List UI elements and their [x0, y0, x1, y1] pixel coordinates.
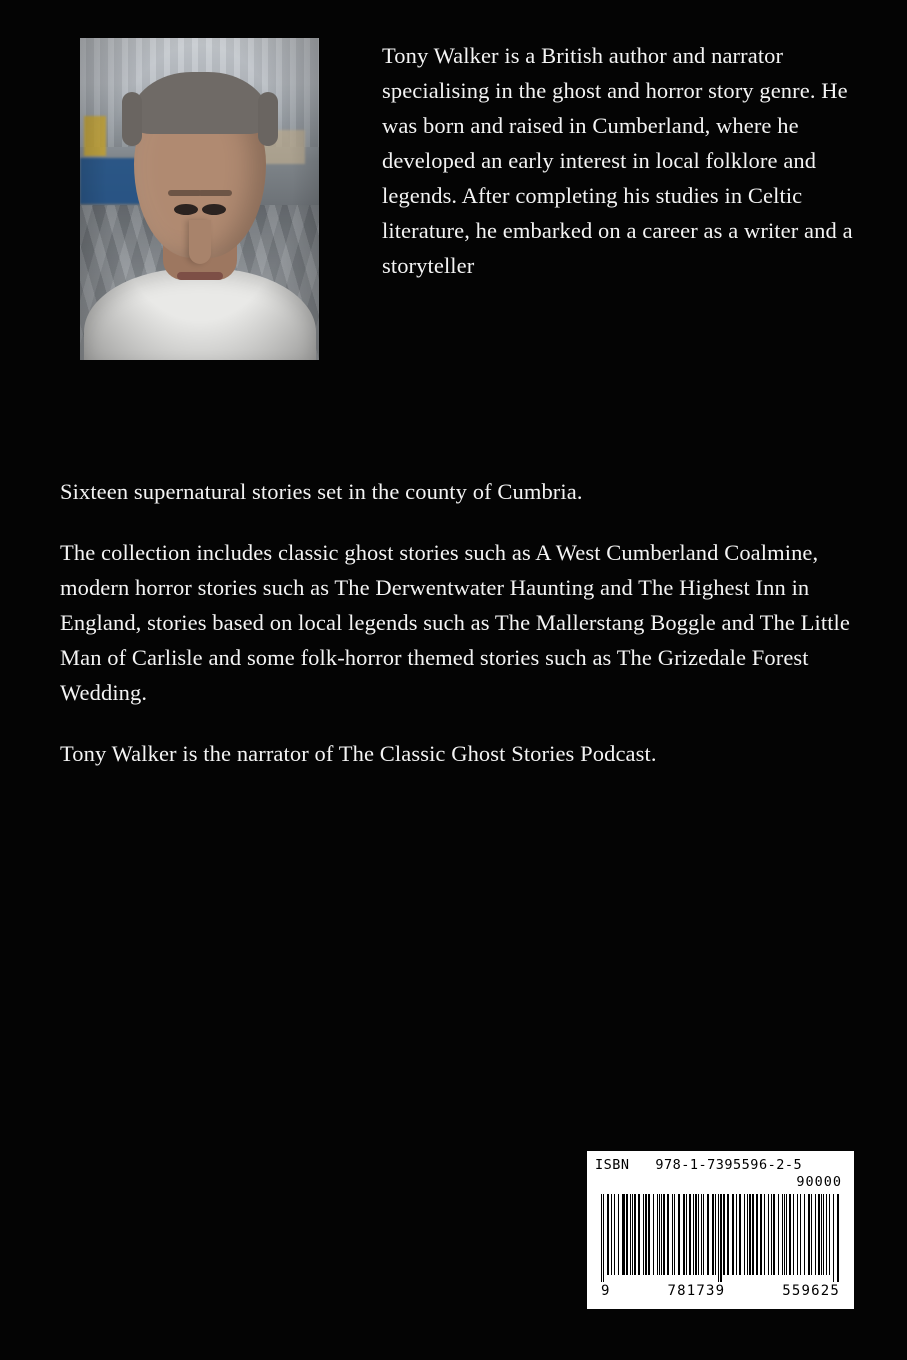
blurb-paragraph-1: Sixteen supernatural stories set in the county of Cumbria.	[60, 479, 583, 504]
author-portrait	[80, 38, 319, 360]
barcode-digit-group-2: 559625	[782, 1283, 840, 1299]
barcode-block	[587, 1151, 854, 1309]
barcode-digits	[595, 1282, 846, 1299]
author-bio-text: Tony Walker is a British author and narrator specialising in the ghost and horror story genre. He was born and raised in Cumberland, where he developed an early interest in local folklore and legends. After completing his studies in Celtic literature, he embarked on a career as a writer and a storyteller	[382, 43, 853, 278]
barcode-digit-lead: 9	[601, 1283, 611, 1299]
isbn-label: ISBN	[595, 1157, 630, 1173]
blurb-paragraph-2: The collection includes classic ghost stories such as A West Cumberland Coalmine, modern horror stories such as The Derwentwater Haunting and The Highest Inn in England, stories based on local legends such as The Mallerstang Boggle and The Little Man of Carlisle and some folk-horror themed stories such as The Grizedale Forest Wedding.	[60, 540, 850, 705]
barcode-price-code: 90000	[796, 1174, 842, 1190]
portrait-vignette	[80, 38, 319, 360]
blurb-paragraph-3: Tony Walker is the narrator of The Classic Ghost Stories Podcast.	[60, 741, 657, 766]
blurb-section	[60, 474, 850, 771]
author-block	[80, 38, 872, 360]
barcode-bars	[595, 1194, 846, 1282]
barcode-digit-group-1: 781739	[667, 1283, 726, 1299]
isbn-line	[595, 1157, 846, 1173]
isbn-number: 978-1-7395596-2-5	[655, 1157, 803, 1173]
